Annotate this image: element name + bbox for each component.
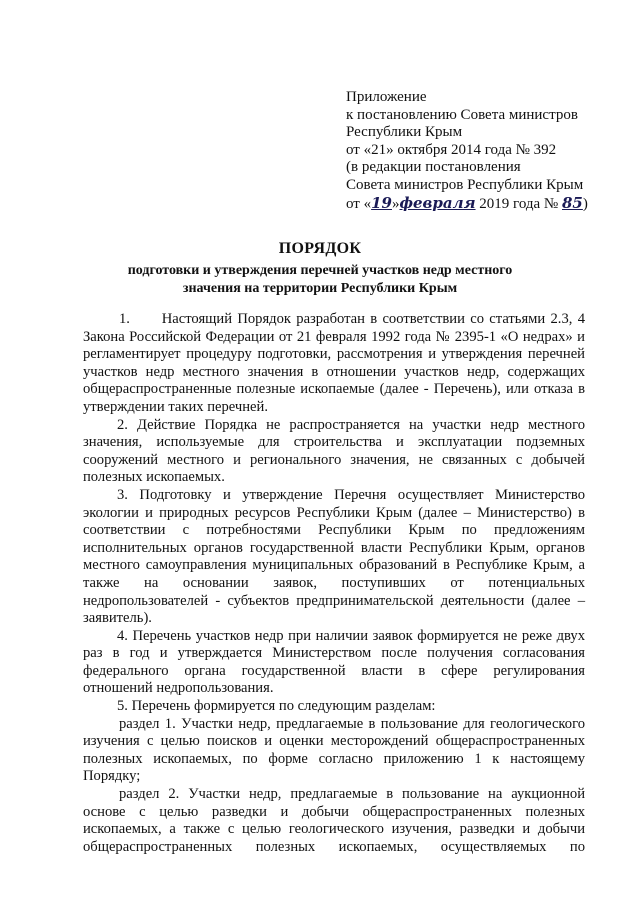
annex-line-6: Совета министров Республики Крым	[346, 176, 584, 193]
annex-line-2: к постановлению Совета министров	[346, 106, 578, 123]
section-1-paragraph: раздел 1. Участки недр, предлагаемые в пользование для геологического изучения с целью поисков и оценки месторождений общераспространенных полезных ископаемых, по форме согласно приложению 1 к настоящему Порядку;	[83, 715, 585, 785]
annex-line-1: Приложение	[346, 89, 427, 105]
section-2-paragraph: раздел 2. Участки недр, предлагаемые в пользование на аукционной основе с целью разведки и добычи общераспространенных полезных ископаемых, а также с целью геологического изучения, разведки и добычи общераспространенных полезных ископаемых, осуществляемых по	[83, 786, 585, 855]
handwritten-number: 85	[562, 193, 583, 212]
annex-close-paren: )	[582, 195, 588, 212]
annex-line-3: Республики Крым	[346, 124, 463, 141]
paragraph-3: 3. Подготовку и утверждение Перечня осуществляет Министерство экологии и природных ресурсов Республики Крым (далее – Министерство) в соответствии с потребностями Республики Крым по предложениям исполнительных органов государственной власти Республики Крым, органов местного самоуправления муниципальных образований в Республике Крым, а также на основании заявок, поступивших от потенциальных недропользователей - субъектов предпринимательской деятельности (далее – заявитель).	[83, 486, 585, 627]
document-body	[83, 311, 589, 856]
annex-number-label: года №	[513, 195, 559, 212]
annex-line-7	[346, 195, 616, 214]
annex-line-5: (в редакции постановления	[346, 159, 521, 176]
paragraph-2: 2. Действие Порядка не распространяется на участки недр местного значения, используемые для строительства и эксплуатации подземных сооружений местного и регионального значения, не связанных с добычей полезных ископаемых.	[83, 416, 585, 486]
annex-date-prefix: от «	[346, 195, 372, 212]
paragraph-1: 1. Настоящий Порядок разработан в соответствии со статьями 2.3, 4 Закона Российской Федерации от 21 февраля 1992 года № 2395-1 «О недрах» и регламентирует процедуру подготовки, рассмотрения и утверждения перечней участков недр местного значения в отношении участков недр, содержащих общераспространенные полезные ископаемые (далее - Перечень), или отказа в утверждении таких перечней.	[83, 311, 589, 415]
handwritten-month: февраля	[399, 193, 476, 212]
annex-line-4: от «21» октября 2014 года № 392	[346, 141, 557, 158]
annex-year: 2019	[479, 195, 510, 212]
subtitle-text: подготовки и утверждения перечней участков недр местного значения на территории Республики Крым	[127, 263, 513, 296]
annex-block	[346, 89, 616, 213]
paragraph-4: 4. Перечень участков недр при наличии заявок формируется не реже двух раз в год и утверждается Министерством после получения согласования федерального органа государственной власти в сфере регулирования отношений недропользования.	[83, 627, 585, 697]
annex-date-mid: »	[391, 195, 400, 212]
paragraph-5: 5. Перечень формируется по следующим разделам:	[117, 698, 436, 715]
document-title: ПОРЯДОК	[278, 240, 362, 257]
handwritten-day: 19	[371, 193, 392, 212]
document-subtitle	[0, 262, 640, 298]
